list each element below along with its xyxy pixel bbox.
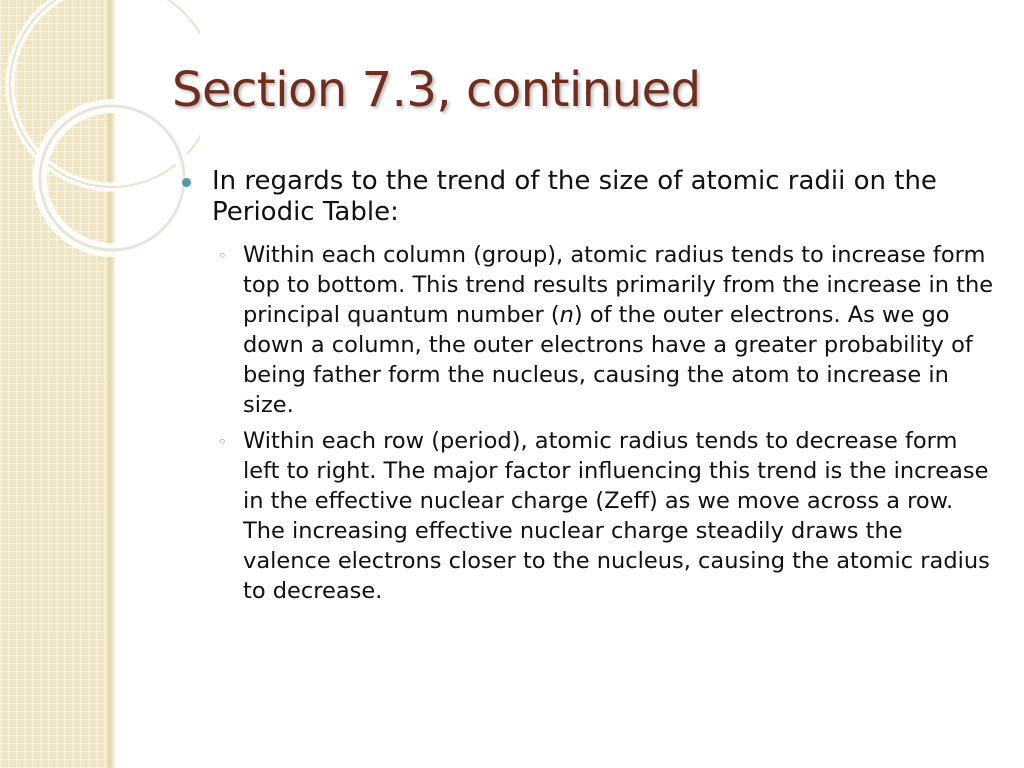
bullet-text: In regards to the trend of the size of atomic radii on the Periodic Table: [212, 166, 937, 227]
decorative-rings [0, 0, 200, 300]
sub-bullet-text-end: ) of the outer electrons. As we go down a column, the outer electrons have a greater probability of being father form the nucleus, causing the atom to increase in size. [243, 302, 973, 418]
sub-bullet-item [182, 426, 997, 606]
sub-bullet-text: Within each row (period), atomic radius tends to decrease form left to right. The major factor influencing this trend is the increase in the effective nuclear charge (Zeff) as we move across a row. The increasing effective nuclear charge steadily draws the valence electrons closer to the nucleus, causing the atomic radius to decrease. [243, 428, 990, 604]
round-bullet-icon [182, 178, 191, 187]
sub-bullet-italic-text: n [559, 302, 574, 328]
ring-bullet-icon: ◦ [218, 247, 227, 265]
sub-bullet-item [182, 240, 997, 420]
ring-bullet-icon: ◦ [218, 433, 227, 451]
slide-body [182, 166, 997, 612]
bullet-item [182, 166, 997, 228]
slide-title: Section 7.3, continued [172, 62, 701, 118]
sub-bullet-text-start: Within each column (group), atomic radius tends to increase form top to bottom. This trend results primarily from the increase in the principal quantum number ( [243, 242, 994, 328]
